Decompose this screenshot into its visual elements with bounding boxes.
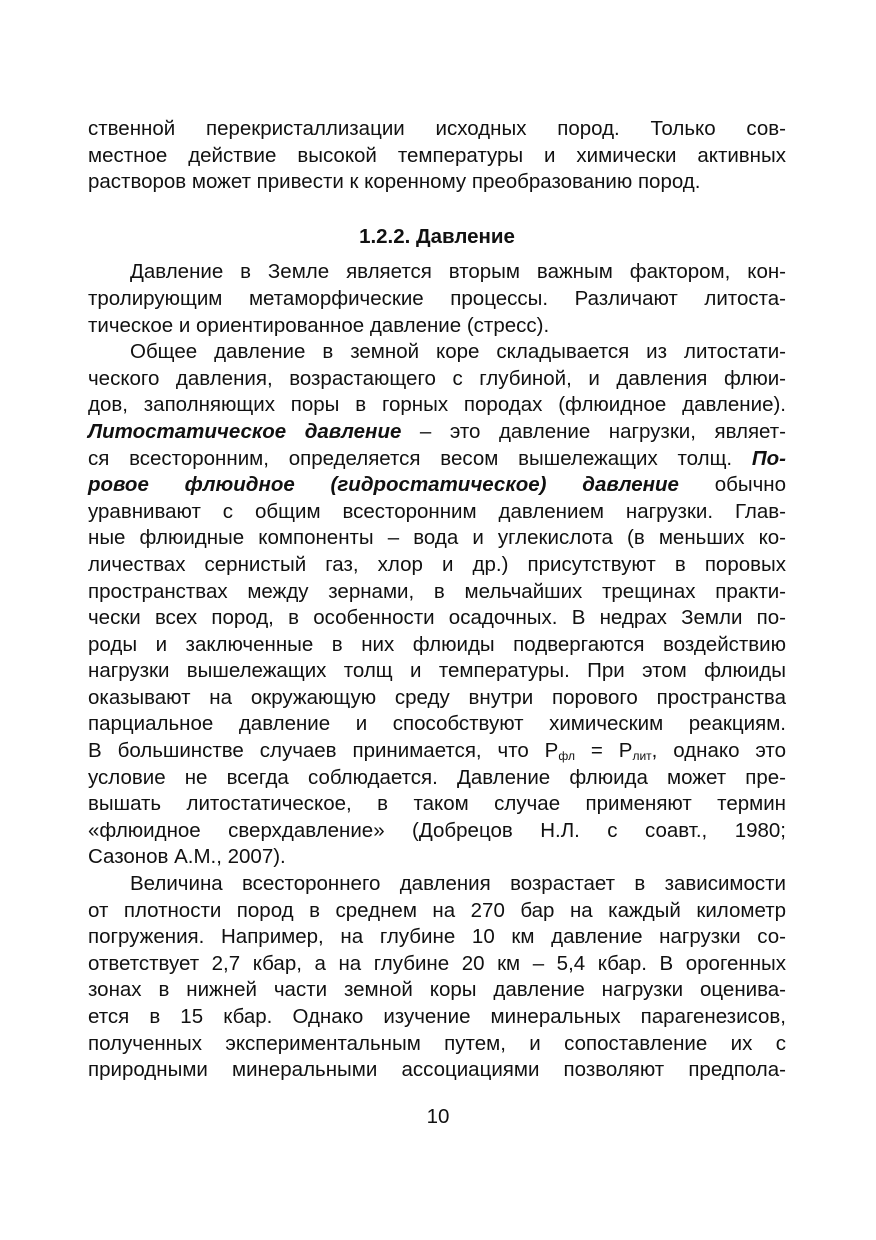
text-line: Сазонов А.М., 2007). bbox=[88, 845, 286, 869]
text-line: личествах сернистый газ, хлор и др.) присутствуют в поровых bbox=[88, 552, 786, 576]
text-line: ные флюидные компоненты – вода и углекислота (в меньших ко- bbox=[88, 526, 786, 550]
text-line-formula: В большинстве случаев принимается, что $Р_{фл} = Р_{лит}$, однако это bbox=[88, 739, 786, 764]
text-line: ческого давления, возрастающего с глубиной, и давления флюи- bbox=[88, 366, 786, 390]
text-line: природными минеральными ассоциациями позволяют предпола- bbox=[88, 1058, 786, 1082]
page-number: 10 bbox=[426, 1105, 450, 1128]
paragraph-pressure-magnitude bbox=[88, 871, 786, 1084]
section-heading: 1.2.2. Давление bbox=[359, 224, 515, 248]
subscript-lithostatic: лит bbox=[632, 749, 652, 764]
paragraph-pressure-intro bbox=[88, 259, 786, 339]
text-line: Давление в Земле является вторым важным фактором, кон- bbox=[130, 260, 786, 284]
text-line: ся всесторонним, определяется весом вышележащих толщ. По- bbox=[88, 446, 786, 470]
subscript-fluid: фл bbox=[558, 749, 575, 764]
text-line: условие не всегда соблюдается. Давление флюида может пре- bbox=[88, 765, 786, 789]
text-line: ответствует 2,7 кбар, а на глубине 20 км – 5,4 кбар. В орогенных bbox=[88, 951, 786, 975]
text-line: Общее давление в земной коре складывается из литостати- bbox=[130, 340, 786, 364]
text-line: ственной перекристаллизации исходных пород. Только сов- bbox=[88, 117, 786, 140]
text-line: растворов может привести к коренному преобразованию пород. bbox=[88, 170, 701, 194]
text-line: полученных экспериментальным путем, и сопоставление их с bbox=[88, 1031, 786, 1055]
text-line: тическое и ориентированное давление (стресс). bbox=[88, 313, 550, 337]
text-line: зонах в нижней части земной коры давление нагрузки оценива- bbox=[88, 978, 786, 1002]
text-line: уравнивают с общим всесторонним давлением нагрузки. Глав- bbox=[88, 499, 786, 523]
text-line: Литостатическое давление – это давление нагрузки, являет- bbox=[88, 419, 786, 443]
text-line: тролирующим метаморфические процессы. Различают литоста- bbox=[88, 286, 786, 310]
paragraph-total-pressure bbox=[88, 339, 786, 871]
term-lithostatic-pressure: Литостатическое давление bbox=[88, 419, 402, 443]
text-line: Величина всестороннего давления возрастает в зависимости bbox=[130, 872, 786, 896]
intro-paragraph bbox=[88, 116, 786, 196]
text-line: чески всех пород, в особенности осадочных. В недрах Земли по- bbox=[88, 606, 786, 630]
term-pore-fluid-pressure: ровое флюидное (гидростатическое) давление bbox=[88, 473, 679, 497]
text-line: погружения. Например, на глубине 10 км давление нагрузки со- bbox=[88, 925, 786, 949]
text-line: ется в 15 кбар. Однако изучение минеральных парагенезисов, bbox=[88, 1005, 786, 1028]
text-line: парциальное давление и способствуют химическим реакциям. bbox=[88, 712, 786, 736]
text-line: роды и заключенные в них флюиды подвергаются воздействию bbox=[88, 632, 786, 656]
text-line: вышать литостатическое, в таком случае применяют термин bbox=[88, 792, 786, 816]
text-line: оказывают на окружающую среду внутри порового пространства bbox=[88, 685, 786, 709]
text-line: дов, заполняющих поры в горных породах (флюидное давление). bbox=[88, 393, 786, 417]
term-pore-pressure-start: По- bbox=[751, 446, 786, 470]
document-page bbox=[88, 116, 786, 1084]
text-line: от плотности пород в среднем на 270 бар на каждый километр bbox=[88, 898, 786, 922]
text-line: пространствах между зернами, в мельчайших трещинах практи- bbox=[88, 579, 786, 603]
text-line: нагрузки вышележащих толщ и температуры. При этом флюиды bbox=[88, 659, 786, 683]
text-line: местное действие высокой температуры и химически активных bbox=[88, 143, 786, 167]
text-line: «флюидное сверхдавление» (Добрецов Н.Л. с соавт., 1980; bbox=[88, 818, 786, 842]
text-line: ровое флюидное (гидростатическое) давление обычно bbox=[88, 473, 786, 497]
